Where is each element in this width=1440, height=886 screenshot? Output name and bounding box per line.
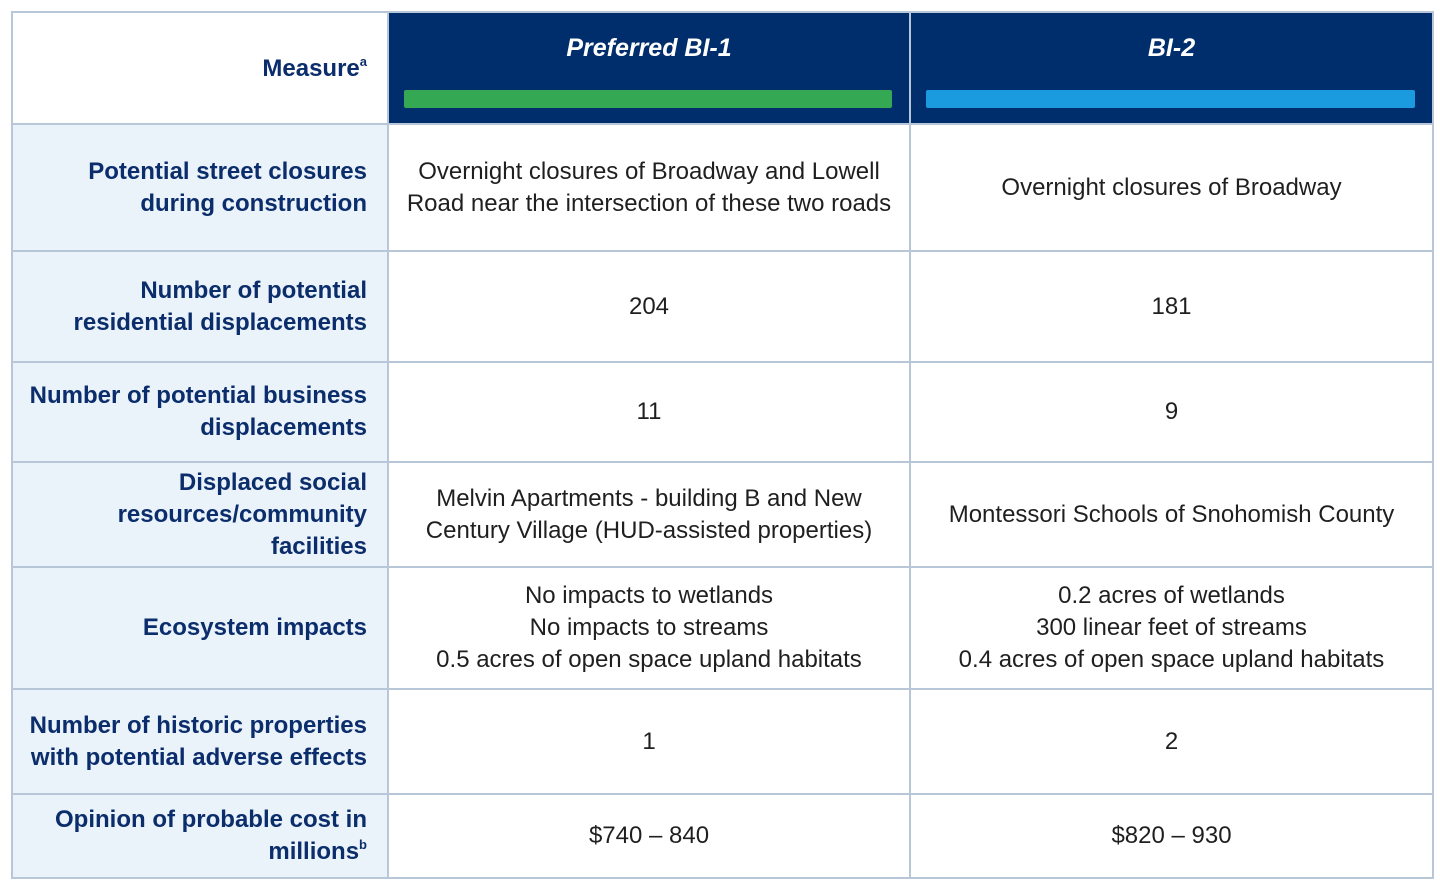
value-cell-bi1: [388, 794, 910, 878]
measure-label-text: Number of historic properties with potential adverse effects: [29, 711, 367, 771]
table-row: [12, 794, 1433, 878]
table-row: [12, 689, 1433, 794]
value-line: 300 linear feet of streams: [1036, 614, 1307, 641]
value-line: No impacts to streams: [529, 614, 769, 641]
alternative-title-bi2: BI-2: [1147, 34, 1196, 62]
value-line: Overnight closures of Broadway: [1001, 173, 1342, 201]
value-cell-bi2: [910, 124, 1433, 251]
value-cell-bi1: [388, 567, 910, 689]
alternative-header-bi1: [388, 12, 910, 124]
table-row: [12, 567, 1433, 689]
value-cell-bi2: [910, 251, 1433, 362]
value-cell-bi1: [388, 362, 910, 462]
measure-label-text: Number of potential business displacements: [29, 382, 367, 441]
value-cell-bi1: [388, 462, 910, 567]
table-row: [12, 251, 1433, 362]
table-row: [12, 124, 1433, 251]
value-line: 9: [1164, 398, 1179, 425]
alternative-title-bi1: Preferred BI-1: [566, 34, 732, 62]
measure-label: [12, 124, 388, 251]
measure-label-text: Potential street closures during construction: [88, 157, 367, 217]
cost-footnote-marker: b: [359, 837, 367, 852]
measure-label: [12, 689, 388, 794]
value-cell-bi1: [388, 124, 910, 251]
value-line: 181: [1151, 292, 1192, 320]
measure-label-text: Number of potential residential displacements: [73, 276, 367, 336]
value-line: $820 – 930: [1111, 822, 1232, 849]
value-line: 204: [628, 292, 670, 320]
alternative-header-bi2: [910, 12, 1433, 124]
value-cell-bi2: [910, 794, 1433, 878]
measure-header: [12, 12, 388, 124]
value-line: Montessori Schools of Snohomish County: [948, 500, 1395, 528]
value-line: No impacts to wetlands: [524, 582, 774, 609]
value-cell-bi1: [388, 251, 910, 362]
comparison-table: [11, 11, 1434, 879]
table-row: [12, 362, 1433, 462]
measure-label-text: Displaced social resources/community facilities: [117, 468, 367, 560]
alternative-color-bar-bi1: [404, 90, 892, 108]
table-row: [12, 462, 1433, 567]
measure-label: [12, 362, 388, 462]
measure-label-text: Ecosystem impacts: [142, 614, 367, 641]
measure-header-label: Measure: [262, 54, 360, 82]
value-line: 11: [636, 398, 662, 425]
header-row: [12, 12, 1433, 124]
value-line: $740 – 840: [588, 822, 710, 849]
value-line: 0.2 acres of wetlands: [1058, 582, 1285, 609]
measure-footnote-marker: a: [359, 53, 367, 69]
value-line: 0.4 acres of open space upland habitats: [958, 646, 1385, 673]
alternative-color-bar-bi2: [926, 90, 1415, 108]
value-cell-bi2: [910, 689, 1433, 794]
value-line: 0.5 acres of open space upland habitats: [436, 646, 862, 673]
value-cell-bi2: [910, 462, 1433, 567]
value-cell-bi2: [910, 362, 1433, 462]
measure-label: [12, 794, 388, 878]
value-line: 1: [642, 727, 656, 755]
measure-label: [12, 462, 388, 567]
value-line: 2: [1164, 727, 1179, 755]
value-line: Overnight closures of Broadway and Lowell Road near the intersection of these two roads: [406, 157, 892, 217]
measure-label-text: Opinion of probable cost in millions: [55, 806, 367, 865]
value-cell-bi2: [910, 567, 1433, 689]
measure-label: [12, 567, 388, 689]
measure-label: [12, 251, 388, 362]
value-line: Melvin Apartments - building B and New Century Village (HUD-assisted properties): [425, 484, 873, 544]
value-cell-bi1: [388, 689, 910, 794]
